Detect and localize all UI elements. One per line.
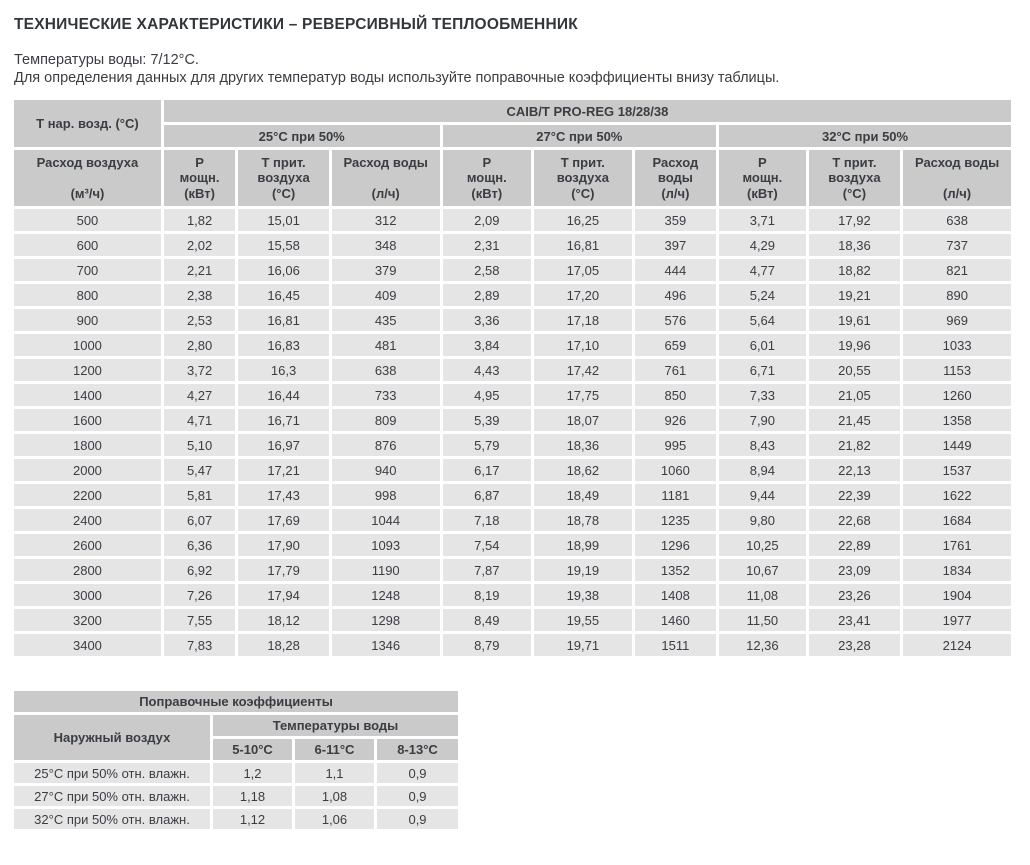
value-cell: 18,36 <box>534 434 632 456</box>
col-header-supply-temp-32: Т прит. воздуха (°С) <box>809 150 901 206</box>
value-cell: 6,07 <box>164 509 235 531</box>
correction-row <box>14 786 458 806</box>
value-cell: 435 <box>332 309 440 331</box>
value-cell: 20,55 <box>809 359 901 381</box>
airflow-header-name: Расход воздуха <box>36 155 139 170</box>
value-cell: 1449 <box>903 434 1011 456</box>
value-cell: 926 <box>635 409 716 431</box>
value-cell: 444 <box>635 259 716 281</box>
value-cell: 3,71 <box>719 209 806 231</box>
col-header-water-flow-27: Расход воды (л/ч) <box>635 150 716 206</box>
value-cell: 18,78 <box>534 509 632 531</box>
value-cell: 19,19 <box>534 559 632 581</box>
airflow-cell: 600 <box>14 234 161 256</box>
correction-label: 27°С при 50% отн. влажн. <box>14 786 210 806</box>
value-cell: 1260 <box>903 384 1011 406</box>
correction-value: 1,06 <box>295 809 374 829</box>
value-cell: 659 <box>635 334 716 356</box>
spec-row <box>14 359 1011 381</box>
airflow-cell: 2000 <box>14 459 161 481</box>
value-cell: 1,82 <box>164 209 235 231</box>
page-title: ТЕХНИЧЕСКИЕ ХАРАКТЕРИСТИКИ – РЕВЕРСИВНЫЙ ТЕПЛООБМЕННИК <box>14 16 578 33</box>
value-cell: 1093 <box>332 534 440 556</box>
value-cell: 15,58 <box>238 234 329 256</box>
value-cell: 809 <box>332 409 440 431</box>
value-cell: 5,39 <box>443 409 532 431</box>
value-cell: 821 <box>903 259 1011 281</box>
airflow-cell: 2600 <box>14 534 161 556</box>
spec-row <box>14 459 1011 481</box>
value-cell: 22,68 <box>809 509 901 531</box>
correction-label: 25°С при 50% отн. влажн. <box>14 763 210 783</box>
value-cell: 5,24 <box>719 284 806 306</box>
value-cell: 1181 <box>635 484 716 506</box>
airflow-cell: 2400 <box>14 509 161 531</box>
value-cell: 1684 <box>903 509 1011 531</box>
value-cell: 4,71 <box>164 409 235 431</box>
value-cell: 9,80 <box>719 509 806 531</box>
value-cell: 1904 <box>903 584 1011 606</box>
value-cell: 17,10 <box>534 334 632 356</box>
value-cell: 19,96 <box>809 334 901 356</box>
value-cell: 23,28 <box>809 634 901 656</box>
spec-row <box>14 284 1011 306</box>
value-cell: 737 <box>903 234 1011 256</box>
temp-col-header-6-11: 6-11°С <box>295 739 374 760</box>
value-cell: 7,55 <box>164 609 235 631</box>
intro-note: Для определения данных для других температур воды используйте поправочные коэффициенты внизу таблицы. <box>14 70 780 86</box>
value-cell: 17,94 <box>238 584 329 606</box>
value-cell: 481 <box>332 334 440 356</box>
value-cell: 995 <box>635 434 716 456</box>
value-cell: 22,39 <box>809 484 901 506</box>
value-cell: 19,38 <box>534 584 632 606</box>
col-header-supply-temp-27: Т прит. воздуха (°С) <box>534 150 632 206</box>
value-cell: 1296 <box>635 534 716 556</box>
value-cell: 2,09 <box>443 209 532 231</box>
value-cell: 1408 <box>635 584 716 606</box>
value-cell: 5,47 <box>164 459 235 481</box>
value-cell: 359 <box>635 209 716 231</box>
value-cell: 1977 <box>903 609 1011 631</box>
value-cell: 17,18 <box>534 309 632 331</box>
value-cell: 16,06 <box>238 259 329 281</box>
spec-row <box>14 384 1011 406</box>
value-cell: 16,81 <box>238 309 329 331</box>
value-cell: 348 <box>332 234 440 256</box>
value-cell: 10,25 <box>719 534 806 556</box>
value-cell: 1346 <box>332 634 440 656</box>
correction-title: Поправочные коэффициенты <box>14 691 458 712</box>
value-cell: 8,79 <box>443 634 532 656</box>
value-cell: 2,80 <box>164 334 235 356</box>
value-cell: 16,25 <box>534 209 632 231</box>
value-cell: 7,33 <box>719 384 806 406</box>
value-cell: 733 <box>332 384 440 406</box>
value-cell: 1352 <box>635 559 716 581</box>
value-cell: 1044 <box>332 509 440 531</box>
value-cell: 23,26 <box>809 584 901 606</box>
value-cell: 11,50 <box>719 609 806 631</box>
value-cell: 2,53 <box>164 309 235 331</box>
value-cell: 18,12 <box>238 609 329 631</box>
value-cell: 5,81 <box>164 484 235 506</box>
airflow-cell: 500 <box>14 209 161 231</box>
value-cell: 638 <box>903 209 1011 231</box>
value-cell: 17,21 <box>238 459 329 481</box>
value-cell: 890 <box>903 284 1011 306</box>
value-cell: 7,18 <box>443 509 532 531</box>
value-cell: 17,92 <box>809 209 901 231</box>
value-cell: 1460 <box>635 609 716 631</box>
airflow-cell: 700 <box>14 259 161 281</box>
value-cell: 18,28 <box>238 634 329 656</box>
value-cell: 17,42 <box>534 359 632 381</box>
value-cell: 638 <box>332 359 440 381</box>
value-cell: 1298 <box>332 609 440 631</box>
value-cell: 18,99 <box>534 534 632 556</box>
value-cell: 1060 <box>635 459 716 481</box>
airflow-cell: 1400 <box>14 384 161 406</box>
correction-value: 0,9 <box>377 763 458 783</box>
value-cell: 16,83 <box>238 334 329 356</box>
value-cell: 1761 <box>903 534 1011 556</box>
value-cell: 6,01 <box>719 334 806 356</box>
col-header-water-flow-32: Расход воды (л/ч) <box>903 150 1011 206</box>
value-cell: 397 <box>635 234 716 256</box>
value-cell: 16,71 <box>238 409 329 431</box>
airflow-cell: 900 <box>14 309 161 331</box>
value-cell: 761 <box>635 359 716 381</box>
value-cell: 6,17 <box>443 459 532 481</box>
correction-value: 1,08 <box>295 786 374 806</box>
col-header-power-32: Р мощн. (кВт) <box>719 150 806 206</box>
value-cell: 876 <box>332 434 440 456</box>
correction-value: 1,1 <box>295 763 374 783</box>
value-cell: 9,44 <box>719 484 806 506</box>
value-cell: 8,94 <box>719 459 806 481</box>
col-header-water-flow-25: Расход воды (л/ч) <box>332 150 440 206</box>
spec-row <box>14 309 1011 331</box>
value-cell: 7,26 <box>164 584 235 606</box>
spec-row <box>14 584 1011 606</box>
value-cell: 16,3 <box>238 359 329 381</box>
value-cell: 4,27 <box>164 384 235 406</box>
value-cell: 17,05 <box>534 259 632 281</box>
value-cell: 1190 <box>332 559 440 581</box>
value-cell: 7,90 <box>719 409 806 431</box>
value-cell: 18,82 <box>809 259 901 281</box>
value-cell: 3,72 <box>164 359 235 381</box>
correction-label: 32°С при 50% отн. влажн. <box>14 809 210 829</box>
spec-row <box>14 534 1011 556</box>
value-cell: 21,45 <box>809 409 901 431</box>
value-cell: 7,87 <box>443 559 532 581</box>
airflow-cell: 1800 <box>14 434 161 456</box>
value-cell: 17,20 <box>534 284 632 306</box>
value-cell: 940 <box>332 459 440 481</box>
value-cell: 1622 <box>903 484 1011 506</box>
value-cell: 12,36 <box>719 634 806 656</box>
value-cell: 3,36 <box>443 309 532 331</box>
value-cell: 5,79 <box>443 434 532 456</box>
value-cell: 21,82 <box>809 434 901 456</box>
spec-row <box>14 434 1011 456</box>
value-cell: 1511 <box>635 634 716 656</box>
value-cell: 19,55 <box>534 609 632 631</box>
water-temp-header: Температуры воды <box>213 715 458 736</box>
temp-col-header-8-13: 8-13°С <box>377 739 458 760</box>
value-cell: 2124 <box>903 634 1011 656</box>
value-cell: 16,81 <box>534 234 632 256</box>
correction-table <box>11 688 461 832</box>
spec-row <box>14 409 1011 431</box>
value-cell: 22,13 <box>809 459 901 481</box>
outdoor-air-header: Наружный воздух <box>14 715 210 760</box>
value-cell: 969 <box>903 309 1011 331</box>
airflow-cell: 3000 <box>14 584 161 606</box>
value-cell: 4,43 <box>443 359 532 381</box>
value-cell: 23,41 <box>809 609 901 631</box>
airflow-cell: 1000 <box>14 334 161 356</box>
correction-row <box>14 809 458 829</box>
airflow-cell: 2200 <box>14 484 161 506</box>
spec-row <box>14 234 1011 256</box>
airflow-header-unit: (м³/ч) <box>70 186 105 201</box>
value-cell: 8,19 <box>443 584 532 606</box>
value-cell: 6,92 <box>164 559 235 581</box>
value-cell: 2,21 <box>164 259 235 281</box>
spec-row <box>14 559 1011 581</box>
airflow-cell: 1600 <box>14 409 161 431</box>
value-cell: 496 <box>635 284 716 306</box>
spec-row <box>14 334 1011 356</box>
value-cell: 4,95 <box>443 384 532 406</box>
value-cell: 7,54 <box>443 534 532 556</box>
value-cell: 23,09 <box>809 559 901 581</box>
value-cell: 998 <box>332 484 440 506</box>
corner-header: Т нар. возд. (°С) <box>14 100 161 147</box>
value-cell: 5,64 <box>719 309 806 331</box>
value-cell: 19,71 <box>534 634 632 656</box>
value-cell: 17,75 <box>534 384 632 406</box>
value-cell: 2,31 <box>443 234 532 256</box>
value-cell: 1537 <box>903 459 1011 481</box>
col-header-supply-temp-25: Т прит. воздуха (°С) <box>238 150 329 206</box>
group-header-25: 25°С при 50% <box>164 125 440 147</box>
correction-table-body <box>14 763 458 829</box>
airflow-cell: 1200 <box>14 359 161 381</box>
spec-row <box>14 209 1011 231</box>
airflow-cell: 3200 <box>14 609 161 631</box>
correction-value: 0,9 <box>377 786 458 806</box>
intro-water-temp: Температуры воды: 7/12°С. <box>14 52 199 68</box>
temp-col-header-5-10: 5-10°С <box>213 739 292 760</box>
spec-row <box>14 484 1011 506</box>
value-cell: 17,90 <box>238 534 329 556</box>
value-cell: 4,77 <box>719 259 806 281</box>
value-cell: 16,97 <box>238 434 329 456</box>
airflow-cell: 3400 <box>14 634 161 656</box>
value-cell: 7,83 <box>164 634 235 656</box>
value-cell: 11,08 <box>719 584 806 606</box>
correction-value: 0,9 <box>377 809 458 829</box>
correction-row <box>14 763 458 783</box>
spec-row <box>14 259 1011 281</box>
value-cell: 18,36 <box>809 234 901 256</box>
airflow-cell: 800 <box>14 284 161 306</box>
value-cell: 576 <box>635 309 716 331</box>
value-cell: 16,44 <box>238 384 329 406</box>
value-cell: 850 <box>635 384 716 406</box>
value-cell: 22,89 <box>809 534 901 556</box>
value-cell: 1033 <box>903 334 1011 356</box>
value-cell: 18,62 <box>534 459 632 481</box>
value-cell: 1153 <box>903 359 1011 381</box>
value-cell: 17,69 <box>238 509 329 531</box>
group-header-32: 32°С при 50% <box>719 125 1011 147</box>
value-cell: 17,79 <box>238 559 329 581</box>
value-cell: 2,89 <box>443 284 532 306</box>
value-cell: 8,43 <box>719 434 806 456</box>
value-cell: 1358 <box>903 409 1011 431</box>
value-cell: 3,84 <box>443 334 532 356</box>
value-cell: 21,05 <box>809 384 901 406</box>
value-cell: 5,10 <box>164 434 235 456</box>
product-header: CAIB/T PRO-REG 18/28/38 <box>164 100 1011 122</box>
value-cell: 19,61 <box>809 309 901 331</box>
spec-row <box>14 509 1011 531</box>
value-cell: 8,49 <box>443 609 532 631</box>
value-cell: 312 <box>332 209 440 231</box>
value-cell: 17,43 <box>238 484 329 506</box>
specs-table <box>11 97 1014 659</box>
value-cell: 1235 <box>635 509 716 531</box>
value-cell: 6,71 <box>719 359 806 381</box>
spec-row <box>14 634 1011 656</box>
value-cell: 18,49 <box>534 484 632 506</box>
spec-row <box>14 609 1011 631</box>
value-cell: 1834 <box>903 559 1011 581</box>
value-cell: 18,07 <box>534 409 632 431</box>
specs-table-body <box>14 209 1011 656</box>
col-header-power-25: Р мощн. (кВт) <box>164 150 235 206</box>
group-header-27: 27°С при 50% <box>443 125 717 147</box>
correction-value: 1,2 <box>213 763 292 783</box>
value-cell: 10,67 <box>719 559 806 581</box>
value-cell: 16,45 <box>238 284 329 306</box>
value-cell: 379 <box>332 259 440 281</box>
value-cell: 4,29 <box>719 234 806 256</box>
airflow-header <box>14 150 161 206</box>
value-cell: 409 <box>332 284 440 306</box>
value-cell: 1248 <box>332 584 440 606</box>
value-cell: 2,38 <box>164 284 235 306</box>
intro-text <box>14 51 1016 87</box>
value-cell: 6,36 <box>164 534 235 556</box>
value-cell: 19,21 <box>809 284 901 306</box>
value-cell: 2,58 <box>443 259 532 281</box>
value-cell: 6,87 <box>443 484 532 506</box>
correction-value: 1,18 <box>213 786 292 806</box>
value-cell: 15,01 <box>238 209 329 231</box>
airflow-cell: 2800 <box>14 559 161 581</box>
correction-value: 1,12 <box>213 809 292 829</box>
value-cell: 2,02 <box>164 234 235 256</box>
col-header-power-27: Р мощн. (кВт) <box>443 150 532 206</box>
